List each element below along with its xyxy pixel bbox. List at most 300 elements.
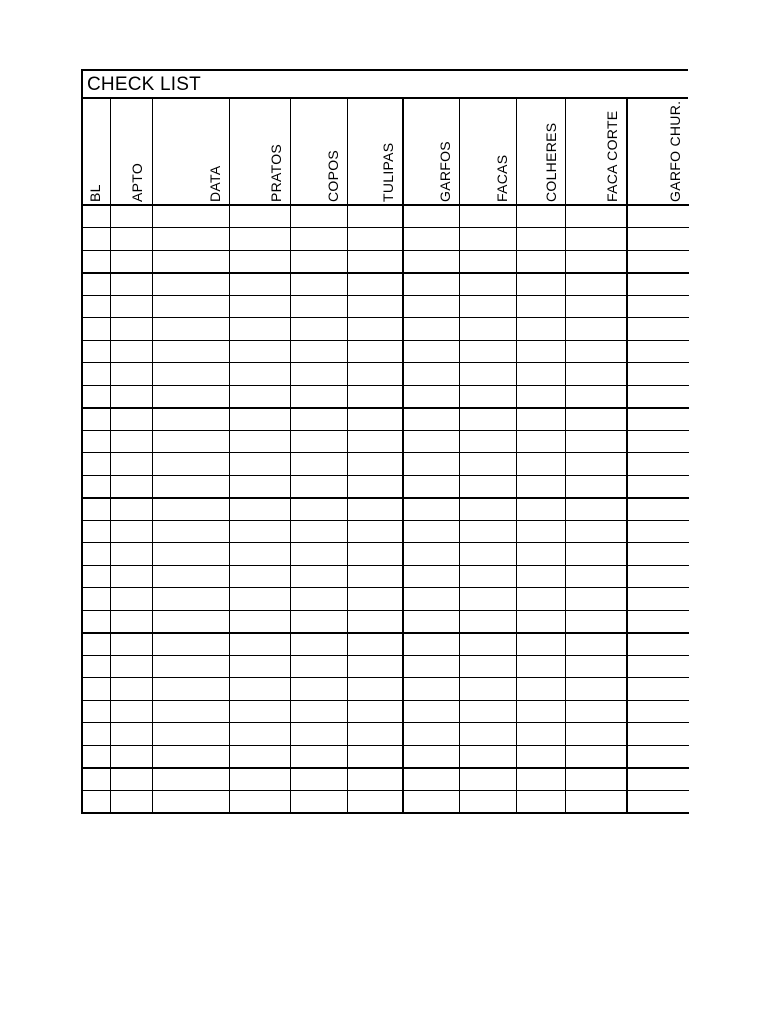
table-cell[interactable] <box>110 678 152 701</box>
table-cell[interactable] <box>290 498 347 521</box>
table-cell[interactable] <box>290 565 347 588</box>
table-cell[interactable] <box>229 588 290 611</box>
table-cell[interactable] <box>110 768 152 791</box>
table-cell[interactable] <box>459 790 516 813</box>
table-cell[interactable] <box>82 475 110 498</box>
table-cell[interactable] <box>459 363 516 386</box>
table-cell[interactable] <box>290 250 347 273</box>
table-cell[interactable] <box>82 228 110 251</box>
table-cell[interactable] <box>82 610 110 633</box>
table-cell[interactable] <box>290 318 347 341</box>
table-cell[interactable] <box>82 723 110 746</box>
table-cell[interactable] <box>403 340 459 363</box>
table-cell[interactable] <box>290 430 347 453</box>
table-cell[interactable] <box>290 408 347 431</box>
table-cell[interactable] <box>627 228 689 251</box>
table-cell[interactable] <box>290 295 347 318</box>
table-cell[interactable] <box>110 295 152 318</box>
table-cell[interactable] <box>110 520 152 543</box>
table-cell[interactable] <box>627 610 689 633</box>
table-cell[interactable] <box>565 655 627 678</box>
table-cell[interactable] <box>229 565 290 588</box>
table-cell[interactable] <box>403 655 459 678</box>
table-cell[interactable] <box>290 475 347 498</box>
table-cell[interactable] <box>347 768 403 791</box>
table-cell[interactable] <box>459 633 516 656</box>
table-cell[interactable] <box>403 453 459 476</box>
table-cell[interactable] <box>459 588 516 611</box>
table-cell[interactable] <box>152 565 229 588</box>
table-cell[interactable] <box>347 475 403 498</box>
table-cell[interactable] <box>565 745 627 768</box>
table-cell[interactable] <box>347 453 403 476</box>
table-cell[interactable] <box>110 453 152 476</box>
table-cell[interactable] <box>229 453 290 476</box>
table-cell[interactable] <box>403 228 459 251</box>
table-cell[interactable] <box>403 633 459 656</box>
table-cell[interactable] <box>565 205 627 228</box>
table-cell[interactable] <box>82 273 110 296</box>
table-cell[interactable] <box>347 700 403 723</box>
table-cell[interactable] <box>565 430 627 453</box>
table-cell[interactable] <box>347 633 403 656</box>
table-cell[interactable] <box>290 700 347 723</box>
table-cell[interactable] <box>459 295 516 318</box>
table-cell[interactable] <box>516 790 565 813</box>
table-cell[interactable] <box>347 745 403 768</box>
table-cell[interactable] <box>152 543 229 566</box>
table-cell[interactable] <box>110 498 152 521</box>
table-cell[interactable] <box>82 745 110 768</box>
table-cell[interactable] <box>347 588 403 611</box>
table-cell[interactable] <box>110 250 152 273</box>
table-cell[interactable] <box>229 543 290 566</box>
table-cell[interactable] <box>82 205 110 228</box>
table-cell[interactable] <box>110 318 152 341</box>
table-cell[interactable] <box>110 655 152 678</box>
table-cell[interactable] <box>152 363 229 386</box>
table-cell[interactable] <box>347 430 403 453</box>
table-cell[interactable] <box>347 723 403 746</box>
table-cell[interactable] <box>565 295 627 318</box>
table-cell[interactable] <box>627 745 689 768</box>
table-cell[interactable] <box>459 565 516 588</box>
table-cell[interactable] <box>110 723 152 746</box>
table-cell[interactable] <box>565 588 627 611</box>
table-cell[interactable] <box>347 273 403 296</box>
table-cell[interactable] <box>627 453 689 476</box>
table-cell[interactable] <box>82 385 110 408</box>
table-cell[interactable] <box>459 768 516 791</box>
table-cell[interactable] <box>110 430 152 453</box>
table-cell[interactable] <box>347 205 403 228</box>
table-cell[interactable] <box>152 453 229 476</box>
table-cell[interactable] <box>347 498 403 521</box>
table-cell[interactable] <box>627 723 689 746</box>
table-cell[interactable] <box>565 340 627 363</box>
table-cell[interactable] <box>403 768 459 791</box>
table-cell[interactable] <box>110 565 152 588</box>
table-cell[interactable] <box>459 498 516 521</box>
table-cell[interactable] <box>110 790 152 813</box>
table-cell[interactable] <box>403 385 459 408</box>
table-cell[interactable] <box>229 475 290 498</box>
table-cell[interactable] <box>152 273 229 296</box>
table-cell[interactable] <box>459 723 516 746</box>
table-cell[interactable] <box>82 790 110 813</box>
table-cell[interactable] <box>565 475 627 498</box>
table-cell[interactable] <box>565 565 627 588</box>
table-cell[interactable] <box>403 295 459 318</box>
table-cell[interactable] <box>627 655 689 678</box>
table-cell[interactable] <box>459 678 516 701</box>
table-cell[interactable] <box>516 273 565 296</box>
table-cell[interactable] <box>229 655 290 678</box>
table-cell[interactable] <box>229 318 290 341</box>
table-cell[interactable] <box>516 655 565 678</box>
table-cell[interactable] <box>627 588 689 611</box>
table-cell[interactable] <box>152 340 229 363</box>
table-cell[interactable] <box>152 790 229 813</box>
table-cell[interactable] <box>290 363 347 386</box>
table-cell[interactable] <box>152 408 229 431</box>
table-cell[interactable] <box>110 745 152 768</box>
column-header-label: BL <box>86 184 103 202</box>
table-cell[interactable] <box>403 408 459 431</box>
table-cell[interactable] <box>627 790 689 813</box>
table-cell[interactable] <box>229 498 290 521</box>
table-cell[interactable] <box>565 610 627 633</box>
table-cell[interactable] <box>565 633 627 656</box>
table-cell[interactable] <box>82 700 110 723</box>
table-cell[interactable] <box>403 543 459 566</box>
table-cell[interactable] <box>152 430 229 453</box>
table-cell[interactable] <box>516 745 565 768</box>
table-cell[interactable] <box>229 520 290 543</box>
table-cell[interactable] <box>152 678 229 701</box>
table-cell[interactable] <box>229 363 290 386</box>
table-cell[interactable] <box>403 520 459 543</box>
table-cell[interactable] <box>459 543 516 566</box>
table-cell[interactable] <box>152 250 229 273</box>
table-cell[interactable] <box>459 475 516 498</box>
table-cell[interactable] <box>565 768 627 791</box>
table-cell[interactable] <box>229 250 290 273</box>
table-cell[interactable] <box>627 318 689 341</box>
table-cell[interactable] <box>110 363 152 386</box>
table-cell[interactable] <box>516 610 565 633</box>
table-cell[interactable] <box>152 295 229 318</box>
table-cell[interactable] <box>290 633 347 656</box>
table-cell[interactable] <box>152 633 229 656</box>
table-cell[interactable] <box>152 723 229 746</box>
table-cell[interactable] <box>152 228 229 251</box>
table-cell[interactable] <box>516 520 565 543</box>
table-cell[interactable] <box>403 723 459 746</box>
table-cell[interactable] <box>152 475 229 498</box>
table-cell[interactable] <box>627 768 689 791</box>
table-cell[interactable] <box>516 588 565 611</box>
table-cell[interactable] <box>516 385 565 408</box>
table-cell[interactable] <box>565 543 627 566</box>
table-cell[interactable] <box>403 790 459 813</box>
table-cell[interactable] <box>565 520 627 543</box>
table-cell[interactable] <box>565 700 627 723</box>
table-cell[interactable] <box>347 228 403 251</box>
table-cell[interactable] <box>403 565 459 588</box>
table-cell[interactable] <box>516 363 565 386</box>
table-cell[interactable] <box>565 678 627 701</box>
table-cell[interactable] <box>229 273 290 296</box>
table-cell[interactable] <box>82 453 110 476</box>
table-cell[interactable] <box>403 588 459 611</box>
table-cell[interactable] <box>627 498 689 521</box>
table-cell[interactable] <box>82 363 110 386</box>
table-cell[interactable] <box>459 745 516 768</box>
table-cell[interactable] <box>565 363 627 386</box>
table-cell[interactable] <box>516 205 565 228</box>
table-cell[interactable] <box>516 340 565 363</box>
column-header-data <box>152 98 229 205</box>
table-cell[interactable] <box>290 723 347 746</box>
table-cell[interactable] <box>627 295 689 318</box>
table-cell[interactable] <box>229 790 290 813</box>
table-cell[interactable] <box>82 340 110 363</box>
table-cell[interactable] <box>290 588 347 611</box>
table-cell[interactable] <box>152 610 229 633</box>
table-cell[interactable] <box>229 723 290 746</box>
table-cell[interactable] <box>459 520 516 543</box>
table-cell[interactable] <box>290 453 347 476</box>
table-cell[interactable] <box>516 498 565 521</box>
table-cell[interactable] <box>290 273 347 296</box>
table-cell[interactable] <box>565 498 627 521</box>
table-cell[interactable] <box>516 408 565 431</box>
table-cell[interactable] <box>290 520 347 543</box>
table-cell[interactable] <box>290 228 347 251</box>
table-cell[interactable] <box>516 430 565 453</box>
table-cell[interactable] <box>403 700 459 723</box>
table-cell[interactable] <box>347 565 403 588</box>
table-cell[interactable] <box>403 475 459 498</box>
table-cell[interactable] <box>82 498 110 521</box>
table-cell[interactable] <box>347 363 403 386</box>
table-cell[interactable] <box>403 430 459 453</box>
table-cell[interactable] <box>110 543 152 566</box>
table-cell[interactable] <box>565 723 627 746</box>
table-cell[interactable] <box>347 385 403 408</box>
table-cell[interactable] <box>229 340 290 363</box>
table-cell[interactable] <box>229 610 290 633</box>
table-cell[interactable] <box>516 768 565 791</box>
table-cell[interactable] <box>403 273 459 296</box>
table-cell[interactable] <box>110 700 152 723</box>
table-cell[interactable] <box>627 678 689 701</box>
table-cell[interactable] <box>152 498 229 521</box>
table-cell[interactable] <box>229 430 290 453</box>
column-header-label: COLHERES <box>542 122 559 202</box>
table-cell[interactable] <box>459 273 516 296</box>
table-cell[interactable] <box>347 408 403 431</box>
table-cell[interactable] <box>82 430 110 453</box>
table-cell[interactable] <box>152 588 229 611</box>
table-cell[interactable] <box>627 633 689 656</box>
table-cell[interactable] <box>82 520 110 543</box>
table-cell[interactable] <box>110 385 152 408</box>
table-cell[interactable] <box>459 228 516 251</box>
table-cell[interactable] <box>290 768 347 791</box>
table-cell[interactable] <box>82 768 110 791</box>
table-cell[interactable] <box>347 340 403 363</box>
table-cell[interactable] <box>152 700 229 723</box>
table-cell[interactable] <box>459 408 516 431</box>
table-cell[interactable] <box>403 678 459 701</box>
table-cell[interactable] <box>627 475 689 498</box>
table-cell[interactable] <box>627 430 689 453</box>
table-cell[interactable] <box>110 205 152 228</box>
table-cell[interactable] <box>459 385 516 408</box>
table-cell[interactable] <box>229 745 290 768</box>
table-cell[interactable] <box>82 655 110 678</box>
table-cell[interactable] <box>110 408 152 431</box>
table-cell[interactable] <box>290 385 347 408</box>
table-cell[interactable] <box>152 745 229 768</box>
table-cell[interactable] <box>459 453 516 476</box>
table-cell[interactable] <box>290 745 347 768</box>
table-cell[interactable] <box>82 588 110 611</box>
table-cell[interactable] <box>627 340 689 363</box>
table-cell[interactable] <box>627 700 689 723</box>
table-cell[interactable] <box>290 340 347 363</box>
table-cell[interactable] <box>229 700 290 723</box>
table-cell[interactable] <box>403 363 459 386</box>
table-cell[interactable] <box>516 453 565 476</box>
table-cell[interactable] <box>516 318 565 341</box>
table-cell[interactable] <box>516 228 565 251</box>
table-cell[interactable] <box>290 790 347 813</box>
table-cell[interactable] <box>290 205 347 228</box>
table-cell[interactable] <box>347 520 403 543</box>
table-cell[interactable] <box>152 205 229 228</box>
table-cell[interactable] <box>82 633 110 656</box>
table-cell[interactable] <box>347 543 403 566</box>
table-cell[interactable] <box>347 295 403 318</box>
table-cell[interactable] <box>110 273 152 296</box>
table-cell[interactable] <box>229 228 290 251</box>
table-cell[interactable] <box>627 363 689 386</box>
table-cell[interactable] <box>627 408 689 431</box>
table-cell[interactable] <box>229 768 290 791</box>
table-cell[interactable] <box>229 633 290 656</box>
table-cell[interactable] <box>627 205 689 228</box>
table-cell[interactable] <box>516 700 565 723</box>
table-cell[interactable] <box>459 610 516 633</box>
table-cell[interactable] <box>290 610 347 633</box>
table-cell[interactable] <box>565 790 627 813</box>
table-cell[interactable] <box>403 250 459 273</box>
table-cell[interactable] <box>516 250 565 273</box>
table-cell[interactable] <box>347 610 403 633</box>
table-cell[interactable] <box>516 475 565 498</box>
table-cell[interactable] <box>459 318 516 341</box>
table-cell[interactable] <box>82 543 110 566</box>
table-cell[interactable] <box>229 385 290 408</box>
table-cell[interactable] <box>459 655 516 678</box>
table-cell[interactable] <box>110 610 152 633</box>
table-cell[interactable] <box>290 678 347 701</box>
table-cell[interactable] <box>82 408 110 431</box>
table-cell[interactable] <box>110 475 152 498</box>
table-cell[interactable] <box>229 678 290 701</box>
table-cell[interactable] <box>110 228 152 251</box>
table-cell[interactable] <box>516 633 565 656</box>
table-cell[interactable] <box>403 745 459 768</box>
table-cell[interactable] <box>152 520 229 543</box>
table-cell[interactable] <box>229 295 290 318</box>
table-cell[interactable] <box>152 655 229 678</box>
table-cell[interactable] <box>627 543 689 566</box>
table-cell[interactable] <box>459 340 516 363</box>
table-cell[interactable] <box>565 228 627 251</box>
table-cell[interactable] <box>627 520 689 543</box>
table-cell[interactable] <box>347 318 403 341</box>
table-cell[interactable] <box>152 318 229 341</box>
table-cell[interactable] <box>459 430 516 453</box>
table-cell[interactable] <box>516 565 565 588</box>
table-cell[interactable] <box>459 250 516 273</box>
table-cell[interactable] <box>290 543 347 566</box>
table-cell[interactable] <box>516 543 565 566</box>
table-cell[interactable] <box>82 318 110 341</box>
table-cell[interactable] <box>347 678 403 701</box>
table-cell[interactable] <box>627 565 689 588</box>
table-cell[interactable] <box>516 678 565 701</box>
table-cell[interactable] <box>627 385 689 408</box>
table-cell[interactable] <box>82 678 110 701</box>
table-cell[interactable] <box>459 205 516 228</box>
table-cell[interactable] <box>565 250 627 273</box>
table-cell[interactable] <box>516 723 565 746</box>
table-cell[interactable] <box>403 610 459 633</box>
table-cell[interactable] <box>229 408 290 431</box>
table-cell[interactable] <box>565 318 627 341</box>
table-cell[interactable] <box>565 408 627 431</box>
table-cell[interactable] <box>565 385 627 408</box>
table-cell[interactable] <box>82 295 110 318</box>
table-cell[interactable] <box>459 700 516 723</box>
table-cell[interactable] <box>229 205 290 228</box>
table-cell[interactable] <box>347 790 403 813</box>
table-cell[interactable] <box>347 655 403 678</box>
table-cell[interactable] <box>403 205 459 228</box>
table-cell[interactable] <box>565 453 627 476</box>
table-cell[interactable] <box>110 340 152 363</box>
table-cell[interactable] <box>627 273 689 296</box>
table-cell[interactable] <box>565 273 627 296</box>
table-cell[interactable] <box>403 318 459 341</box>
table-cell[interactable] <box>347 250 403 273</box>
table-cell[interactable] <box>110 633 152 656</box>
table-cell[interactable] <box>152 768 229 791</box>
table-cell[interactable] <box>516 295 565 318</box>
table-cell[interactable] <box>403 498 459 521</box>
table-cell[interactable] <box>82 565 110 588</box>
table-cell[interactable] <box>110 588 152 611</box>
table-cell[interactable] <box>627 250 689 273</box>
table-cell[interactable] <box>82 250 110 273</box>
table-cell[interactable] <box>152 385 229 408</box>
table-cell[interactable] <box>290 655 347 678</box>
